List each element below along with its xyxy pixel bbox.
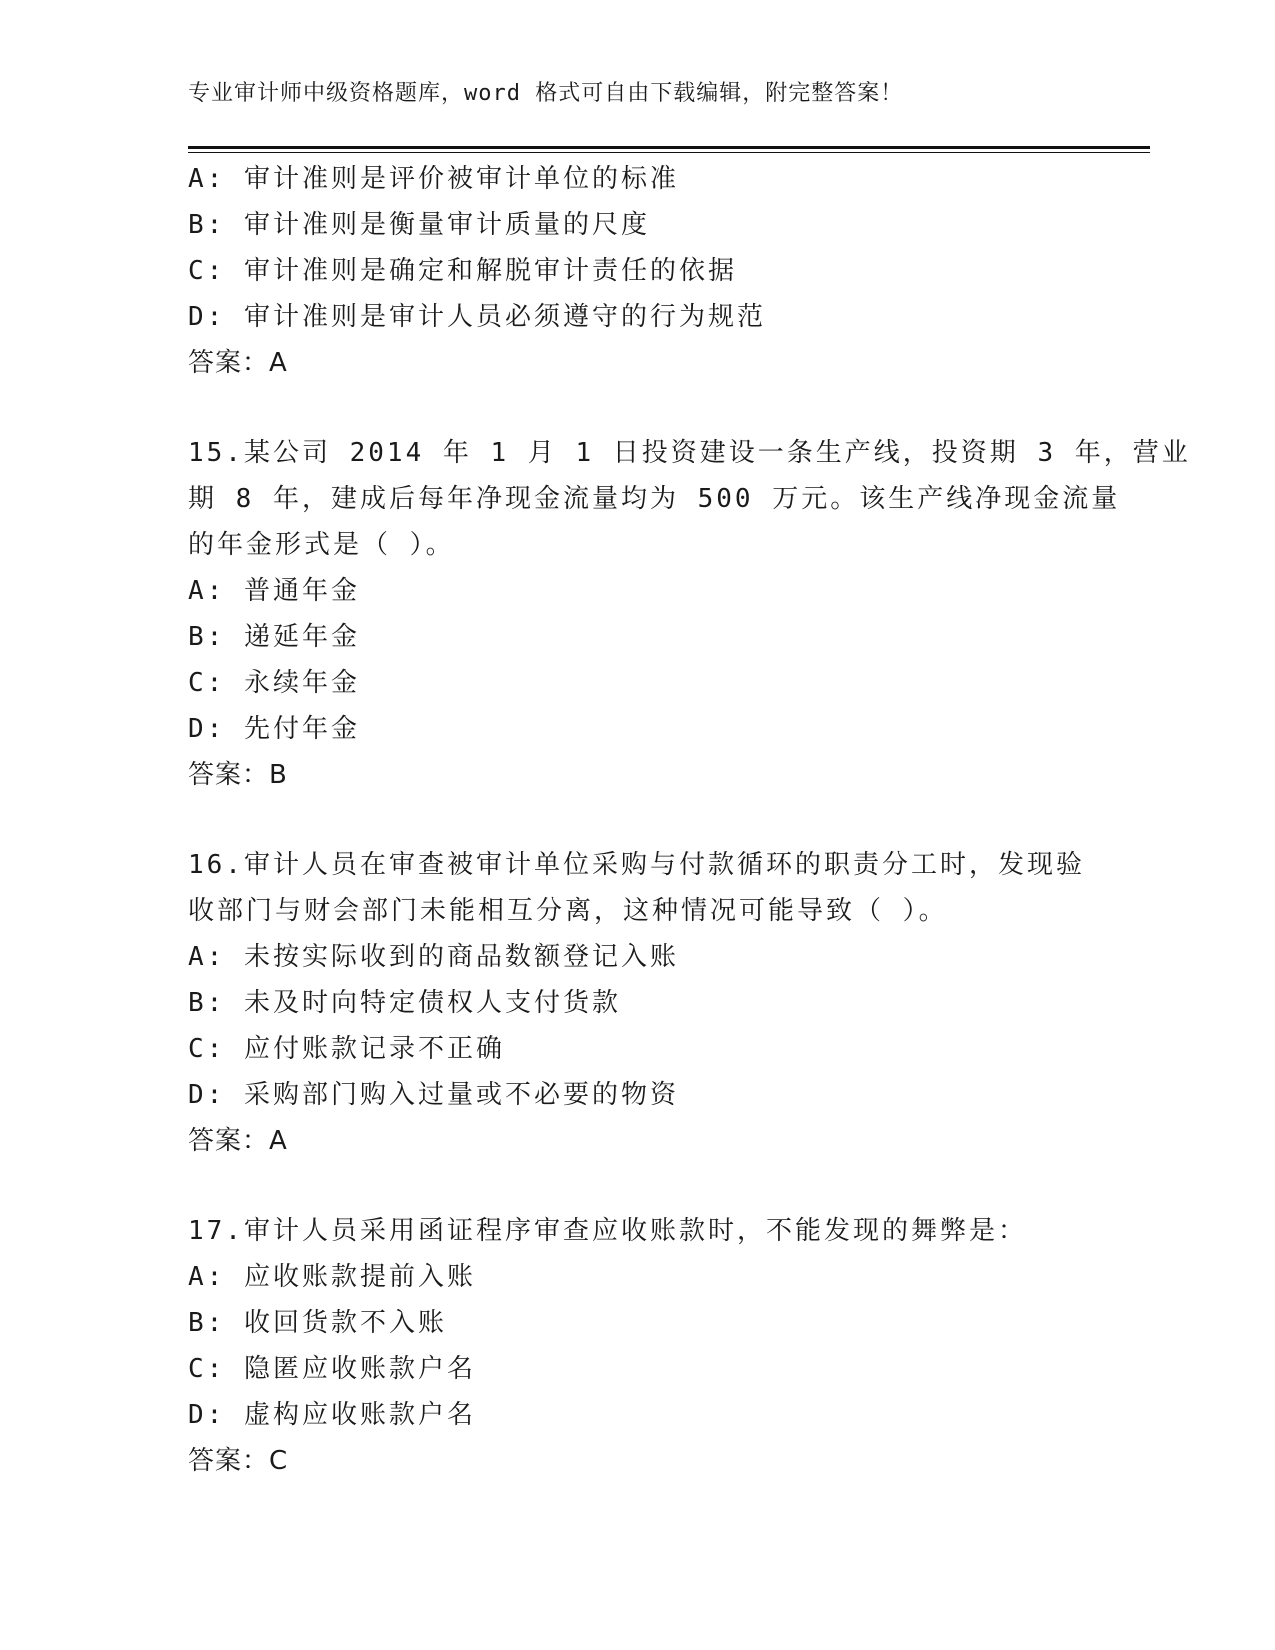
option-b: B: 递延年金 — [188, 622, 360, 652]
question-stem-line: 期 8 年，建成后每年净现金流量均为 500 万元。该生产线净现金流量 — [188, 484, 1121, 514]
option-c: C: 应付账款记录不正确 — [188, 1034, 505, 1064]
header-rule-thick — [188, 146, 1150, 149]
header-rule-thin — [188, 152, 1150, 153]
option-b: B: 收回货款不入账 — [188, 1308, 447, 1338]
answer: 答案：B — [188, 760, 288, 790]
answer: 答案：A — [188, 348, 288, 378]
question-stem-line: 16.审计人员在审查被审计单位采购与付款循环的职责分工时，发现验 — [188, 850, 1085, 880]
option-d: D: 审计准则是审计人员必须遵守的行为规范 — [188, 302, 766, 332]
answer: 答案：A — [188, 1126, 288, 1156]
question-stem-line: 17.审计人员采用函证程序审查应收账款时，不能发现的舞弊是： — [188, 1216, 1027, 1246]
question-content — [188, 156, 1191, 1484]
question-16 — [188, 842, 1088, 1164]
option-b: B: 未及时向特定债权人支付货款 — [188, 988, 621, 1018]
option-c: C: 审计准则是确定和解脱审计责任的依据 — [188, 256, 737, 286]
option-d: D: 虚构应收账款户名 — [188, 1400, 476, 1430]
question-15 — [188, 430, 1191, 798]
answer: 答案：C — [188, 1446, 289, 1476]
question-14 — [188, 156, 1088, 386]
option-a: A: 应收账款提前入账 — [188, 1262, 476, 1292]
question-stem-line: 15.某公司 2014 年 1 月 1 日投资建设一条生产线，投资期 3 年，营业 — [188, 438, 1191, 468]
question-17 — [188, 1208, 1088, 1484]
option-b: B: 审计准则是衡量审计质量的尺度 — [188, 210, 650, 240]
option-a: A: 审计准则是评价被审计单位的标准 — [188, 164, 679, 194]
option-d: D: 先付年金 — [188, 714, 360, 744]
question-stem-line: 收部门与财会部门未能相互分离，这种情况可能导致（ ）。 — [188, 896, 948, 926]
page-header: 专业审计师中级资格题库，word 格式可自由下载编辑，附完整答案！ — [188, 81, 904, 106]
option-d: D: 采购部门购入过量或不必要的物资 — [188, 1080, 679, 1110]
option-a: A: 普通年金 — [188, 576, 360, 606]
option-c: C: 永续年金 — [188, 668, 360, 698]
option-c: C: 隐匿应收账款户名 — [188, 1354, 476, 1384]
option-a: A: 未按实际收到的商品数额登记入账 — [188, 942, 679, 972]
question-stem-line: 的年金形式是（ ）。 — [188, 530, 455, 560]
